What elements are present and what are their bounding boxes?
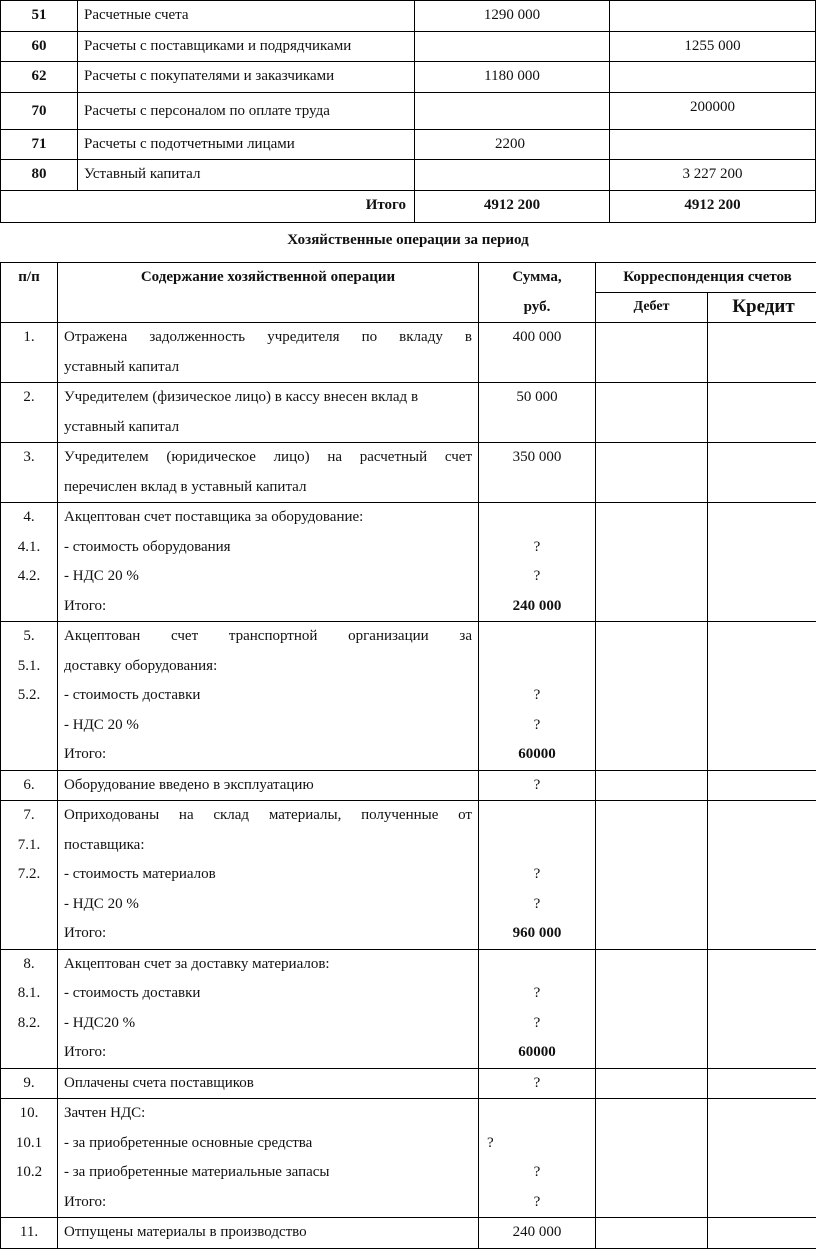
- operation-sum-line: ?: [487, 1134, 494, 1151]
- operation-content-line: - НДС 20 %: [64, 716, 139, 733]
- operation-sum: [479, 801, 596, 950]
- account-name: Расчеты с подотчетными лицами: [78, 129, 415, 160]
- operation-number-line: 4.1.: [17, 538, 41, 555]
- operation-number-line: 7.1.: [17, 836, 41, 853]
- operation-number: [1, 949, 58, 1068]
- operation-content: [58, 1218, 479, 1249]
- operation-content-line: - стоимость доставки: [64, 687, 201, 703]
- operation-sum-line: [485, 473, 589, 503]
- account-name: Расчетные счета: [78, 1, 415, 32]
- operation-content-line: Акцептован счет транспортной организации за: [64, 628, 472, 644]
- operation-credit-cell: [708, 1099, 816, 1218]
- operations-table: [0, 262, 816, 1249]
- operation-content: [58, 770, 479, 801]
- operation-credit-cell: [708, 383, 816, 443]
- operation-content-line: - НДС 20 %: [64, 895, 139, 912]
- operation-sum-line: 350 000: [512, 449, 562, 465]
- table-row: [1, 770, 816, 801]
- operation-content-line: - за приобретенные материальные запасы: [64, 1164, 330, 1180]
- operation-content: [58, 1068, 479, 1099]
- operation-content-line: Отпущены материалы в производство: [64, 1224, 307, 1240]
- operation-sum: [479, 770, 596, 801]
- operation-number-line: 4.: [23, 509, 35, 525]
- operation-sum-line: ?: [533, 895, 541, 912]
- operation-content-line: Оприходованы на склад материалы, полученные от: [64, 807, 472, 823]
- operation-debit-cell: [596, 801, 708, 950]
- operation-number-line: 2.: [23, 389, 35, 405]
- operation-content-line: доставку оборудования:: [64, 657, 218, 674]
- debit-value: 2200: [415, 129, 610, 160]
- operation-content-line: Оборудование введено в эксплуатацию: [64, 776, 314, 793]
- operation-number: [1, 383, 58, 443]
- operation-sum: [479, 443, 596, 503]
- operation-number-line: 10.1: [15, 1134, 43, 1151]
- header-credit: Кредит: [708, 293, 816, 323]
- header-correspondence: Корреспонденция счетов: [596, 263, 816, 293]
- operation-number-line: 9.: [23, 1074, 35, 1091]
- operation-content-line: уставный капитал: [64, 358, 180, 375]
- operation-number-line: [7, 1188, 51, 1218]
- credit-value: [610, 62, 816, 93]
- operation-number: [1, 1218, 58, 1249]
- operation-credit-cell: [708, 770, 816, 801]
- table-row: [1, 503, 816, 622]
- operation-sum-line: 400 000: [512, 329, 562, 345]
- operation-number-line: 10.: [19, 1105, 39, 1121]
- operation-sum-line: ?: [533, 1074, 541, 1091]
- operation-number-line: 8.1.: [17, 985, 41, 1001]
- operation-content-line: - стоимость материалов: [64, 866, 216, 882]
- table-row: [1, 160, 816, 191]
- operation-content-line: Учредителем (юридическое лицо) на расчетный счет: [64, 449, 472, 465]
- table-row: [1, 949, 816, 1068]
- debit-value: [415, 31, 610, 62]
- operation-content: [58, 323, 479, 383]
- operation-debit-cell: [596, 323, 708, 383]
- operation-sum: [479, 383, 596, 443]
- account-code: 70: [1, 92, 78, 129]
- operation-content: [58, 503, 479, 622]
- operation-sum-line: [485, 1099, 589, 1129]
- operation-sum-line: ?: [533, 687, 541, 703]
- operation-sum-line: [485, 801, 589, 831]
- account-code: 80: [1, 160, 78, 191]
- operation-content-line: - стоимость доставки: [64, 985, 201, 1001]
- header-sum: [479, 263, 596, 323]
- operation-credit-cell: [708, 443, 816, 503]
- section-title: Хозяйственные операции за период: [287, 232, 529, 248]
- header-sum-line2: руб.: [523, 298, 551, 315]
- operation-credit-cell: [708, 1218, 816, 1249]
- balance-table: [0, 0, 816, 223]
- operation-number: [1, 770, 58, 801]
- table-row: [1, 92, 816, 129]
- operation-number: [1, 622, 58, 771]
- operation-number-line: [7, 740, 51, 770]
- table-row: [1, 383, 816, 443]
- operation-content-line: Оплачены счета поставщиков: [64, 1074, 254, 1091]
- operation-content-line: Акцептован счет за доставку материалов:: [64, 955, 330, 972]
- operation-number-line: [7, 592, 51, 622]
- table-row: [1, 1099, 816, 1218]
- operation-content-line: перечислен вклад в уставный капитал: [64, 478, 307, 495]
- operation-content-line: - НДС 20 %: [64, 568, 139, 584]
- operation-content-line: Акцептован счет поставщика за оборудование:: [64, 509, 364, 525]
- operation-number: [1, 323, 58, 383]
- operation-content: [58, 443, 479, 503]
- operation-content-line: - НДС20 %: [64, 1014, 136, 1031]
- total-row: [1, 190, 816, 222]
- operation-content-line: поставщика:: [64, 836, 145, 853]
- total-debit: 4912 200: [415, 190, 610, 222]
- operation-number-line: 4.2.: [17, 568, 41, 584]
- operation-number-line: 5.2.: [17, 687, 41, 703]
- operation-content: [58, 801, 479, 950]
- operation-debit-cell: [596, 949, 708, 1068]
- operation-number-line: [7, 1038, 51, 1068]
- operation-content-line: Итого:: [64, 1193, 107, 1210]
- account-code: 51: [1, 1, 78, 32]
- account-name: Расчеты с покупателями и заказчиками: [78, 62, 415, 93]
- debit-value: [415, 92, 610, 129]
- operation-debit-cell: [596, 1068, 708, 1099]
- operation-content-line: - стоимость оборудования: [64, 538, 231, 555]
- operation-number: [1, 1099, 58, 1218]
- account-name: Расчеты с персоналом по оплате труда: [78, 92, 415, 129]
- operation-number: [1, 1068, 58, 1099]
- operation-sum-line: ?: [533, 985, 541, 1001]
- operation-number-line: 8.2.: [17, 1014, 41, 1031]
- operation-sum-line: [485, 622, 589, 652]
- operation-number-line: 3.: [23, 449, 35, 465]
- operation-sum-line: ?: [533, 538, 541, 555]
- operation-sum-line: [485, 503, 589, 533]
- operation-sum: [479, 622, 596, 771]
- operation-number-line: 7.: [23, 807, 35, 823]
- operation-sum-line: ?: [533, 866, 541, 882]
- operation-debit-cell: [596, 383, 708, 443]
- table-row: [1, 622, 816, 771]
- operation-content-line: Итого:: [64, 925, 107, 941]
- credit-value: 200000: [610, 92, 816, 129]
- operation-credit-cell: [708, 801, 816, 950]
- header-num: п/п: [1, 263, 58, 323]
- operation-number: [1, 503, 58, 622]
- operation-sum-line: ?: [533, 776, 541, 793]
- credit-value: [610, 129, 816, 160]
- operation-content-line: Учредителем (физическое лицо) в кассу внесен вклад в: [64, 389, 419, 405]
- operation-sum: [479, 503, 596, 622]
- operation-content-line: уставный капитал: [64, 418, 180, 435]
- operation-number-line: 5.1.: [17, 657, 41, 674]
- operation-sum-line: [485, 950, 589, 980]
- operation-sum-line: 240 000: [512, 1224, 562, 1240]
- table-row: [1, 323, 816, 383]
- operation-sum-line: [485, 413, 589, 443]
- operation-sum-line: 60000: [518, 746, 556, 762]
- operation-debit-cell: [596, 1099, 708, 1218]
- operation-number: [1, 443, 58, 503]
- operation-content: [58, 1099, 479, 1218]
- operation-credit-cell: [708, 622, 816, 771]
- table-row: [1, 31, 816, 62]
- debit-value: 1290 000: [415, 1, 610, 32]
- operation-sum-line: 960 000: [512, 925, 562, 941]
- total-label: Итого: [1, 190, 415, 222]
- operation-credit-cell: [708, 949, 816, 1068]
- debit-value: 1180 000: [415, 62, 610, 93]
- table-row: [1, 62, 816, 93]
- account-code: 71: [1, 129, 78, 160]
- total-credit: 4912 200: [610, 190, 816, 222]
- credit-value: 3 227 200: [610, 160, 816, 191]
- header-row: [1, 263, 816, 293]
- credit-value: 1255 000: [610, 31, 816, 62]
- operation-content-line: Зачтен НДС:: [64, 1105, 146, 1121]
- operation-sum-line: 240 000: [512, 597, 562, 614]
- account-name: Уставный капитал: [78, 160, 415, 191]
- operation-content: [58, 949, 479, 1068]
- account-name: Расчеты с поставщиками и подрядчиками: [78, 31, 415, 62]
- operation-sum: [479, 1068, 596, 1099]
- operation-number-line: [7, 919, 51, 949]
- table-row: [1, 1218, 816, 1249]
- operation-number-line: 8.: [23, 955, 35, 972]
- operation-number-line: 1.: [23, 329, 35, 345]
- operation-content-line: Отражена задолженность учредителя по вкладу в: [64, 329, 472, 345]
- operation-debit-cell: [596, 622, 708, 771]
- operation-sum-line: ?: [533, 716, 541, 733]
- operation-sum-line: ?: [533, 1193, 541, 1210]
- operation-number-line: 11.: [19, 1224, 39, 1240]
- operation-content-line: - за приобретенные основные средства: [64, 1134, 313, 1151]
- operation-sum: [479, 949, 596, 1068]
- operation-number-line: 6.: [23, 776, 35, 793]
- debit-value: [415, 160, 610, 191]
- credit-value: [610, 1, 816, 32]
- operation-sum-line: [485, 353, 589, 383]
- operation-credit-cell: [708, 1068, 816, 1099]
- table-row: [1, 1068, 816, 1099]
- header-debit: Дебет: [596, 293, 708, 323]
- operation-number-line: 7.2.: [17, 866, 41, 882]
- operation-debit-cell: [596, 443, 708, 503]
- header-sum-line1: Сумма,: [512, 269, 562, 285]
- table-row: [1, 1, 816, 32]
- operation-sum-line: ?: [533, 568, 541, 584]
- table-row: [1, 443, 816, 503]
- operation-content-line: Итого:: [64, 597, 107, 614]
- account-code: 60: [1, 31, 78, 62]
- operation-sum-line: [485, 831, 589, 861]
- operation-credit-cell: [708, 323, 816, 383]
- operation-content-line: Итого:: [64, 746, 107, 762]
- operation-sum-line: [485, 652, 589, 682]
- operation-content: [58, 622, 479, 771]
- operation-content-line: Итого:: [64, 1044, 107, 1060]
- table-row: [1, 801, 816, 950]
- operation-debit-cell: [596, 1218, 708, 1249]
- operation-number-line: [7, 890, 51, 920]
- table-row: [1, 129, 816, 160]
- operation-number: [1, 801, 58, 950]
- operation-sum-line: 60000: [518, 1044, 556, 1060]
- operation-sum-line: 50 000: [516, 389, 558, 405]
- operation-sum: [479, 323, 596, 383]
- operation-debit-cell: [596, 770, 708, 801]
- operation-number-line: 5.: [23, 628, 35, 644]
- operation-credit-cell: [708, 503, 816, 622]
- operation-sum: [479, 1218, 596, 1249]
- operation-content: [58, 383, 479, 443]
- operation-number-line: 10.2: [15, 1164, 43, 1180]
- header-content: Содержание хозяйственной операции: [58, 263, 479, 323]
- account-code: 62: [1, 62, 78, 93]
- operation-number-line: [7, 711, 51, 741]
- operation-debit-cell: [596, 503, 708, 622]
- operation-sum: [479, 1099, 596, 1218]
- operation-sum-line: ?: [533, 1164, 541, 1180]
- operation-sum-line: ?: [533, 1014, 541, 1031]
